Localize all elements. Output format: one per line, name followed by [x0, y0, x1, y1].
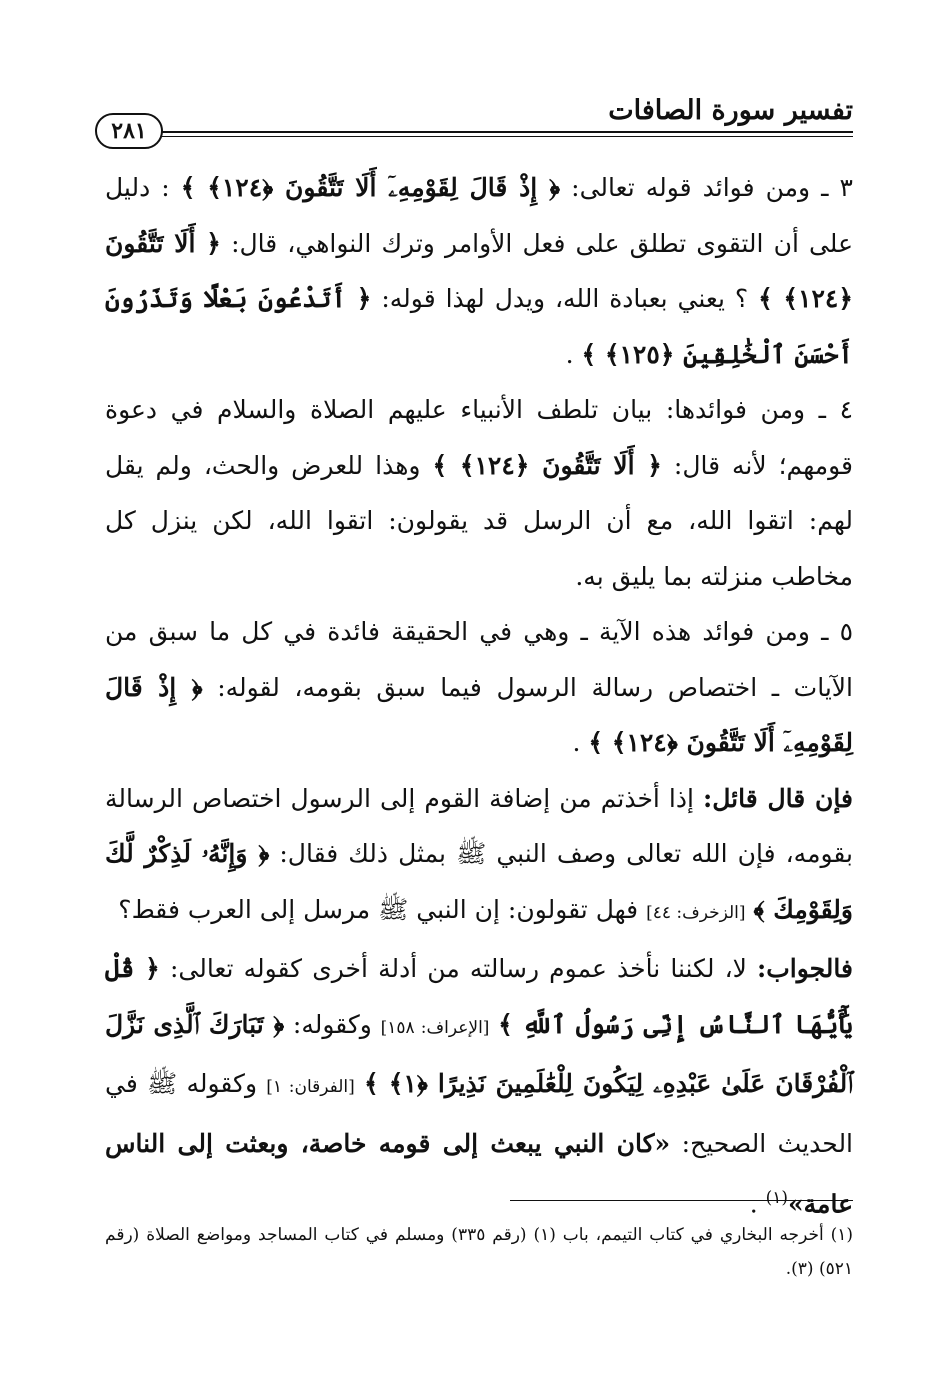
lead-phrase: فإن قال قائل: [703, 783, 853, 813]
paragraph-text: : دليل على أن التقوى تطلق على فعل الأوامر وترك النواهي، قال: [105, 173, 854, 258]
quran-verse: ﴿ وَإِنَّهُۥ لَذِكْرٌ لَّكَ وَلِقَوْمِكَ ﴾ [105, 839, 853, 924]
footnote-separator [510, 1200, 853, 1201]
footnote-item: (١) أخرجه البخاري في كتاب التيمم، باب (١) (رقم ٣٣٥) ومسلم في كتاب المساجد ومواضع الصلاة (رقم ٥٢١) (٣). [105, 1225, 854, 1279]
paragraph-text: وهذا للعرض والحث، ولم يقل لهم: اتقوا الله، مع أن الرسل قد يقولون: اتقوا الله، لكن ينزل كل مخاطب منزلته بما يليق به. [105, 450, 853, 591]
hadith-quote: «كان النبي يبعث إلى قومه خاصة، وبعثت إلى الناس عامة» [105, 1128, 853, 1219]
paragraph-3 [105, 160, 853, 382]
quran-verse: ﴿ تَبَارَكَ ٱلَّذِى نَزَّلَ ٱلْفُرْقَانَ عَلَىٰ عَبْدِهِۦ لِيَكُونَ لِلْعَٰلَمِينَ نَذِيرًا ﴿١﴾ ﴾ [105, 1009, 854, 1098]
paragraph-text: وكقوله: [292, 1009, 372, 1039]
page-number: ٢٨١ [95, 113, 163, 149]
quran-verse: ﴿ قُلْ يَٰٓأَيُّهَا ٱلنَّاسُ إِنِّى رَسُولُ ٱللَّهِ ﴾ [105, 954, 854, 1039]
quran-verse: ﴿ أَتَدْعُونَ بَعْلًا وَتَذَرُونَ أَحْسَنَ ٱلْخَٰلِقِينَ ﴿١٢٥﴾ ﴾ [105, 284, 853, 369]
footnote-marker[interactable]: (١) [765, 1188, 789, 1208]
paragraph-5 [105, 604, 853, 771]
quran-verse: ﴿ إِذْ قَالَ لِقَوْمِهِۦٓ أَلَا تَتَّقُونَ ﴿١٢٤﴾ ﴾ [180, 173, 561, 202]
paragraph-text: فهل تقولون: إن النبي ﷺ مرسل إلى العرب فقط؟ [118, 894, 639, 924]
body-text [105, 160, 853, 1232]
paragraph-text: ٥ ـ ومن فوائد هذه الآية ـ وهي في الحقيقة فائدة في كل ما سبق من الآيات ـ اختصاص رسالة الرسول فيما سبق بقومه، لقوله: [105, 617, 853, 702]
paragraph-answer [105, 941, 853, 1232]
paragraph-text: . [749, 1189, 758, 1219]
verse-reference: [الفرقان: ١] [266, 1077, 355, 1097]
paragraph-text: وكقوله ﷺ في الحديث الصحيح: [105, 1069, 854, 1158]
paragraph-text: ٣ ـ ومن فوائد قوله تعالى: [571, 173, 853, 202]
paragraph-objection [105, 771, 853, 942]
paragraph-text: إذا أخذتم من إضافة القوم إلى الرسول اختصاص الرسالة بقومه، فإن الله تعالى وصف النبي ﷺ بمثل ذلك فقال: [105, 783, 853, 868]
quran-verse: ﴿ أَلَا تَتَّقُونَ ﴿١٢٤﴾ ﴾ [105, 228, 853, 313]
paragraph-text: . [572, 728, 581, 757]
footnotes [105, 1218, 853, 1286]
paragraph-text: . [565, 339, 574, 369]
paragraph-text: ٤ ـ ومن فوائدها: بيان تلطف الأنبياء عليهم الصلاة والسلام في دعوة قومهم؛ لأنه قال: [105, 395, 853, 480]
paragraph-text: لا، لكننا نأخذ عموم رسالته من أدلة أخرى كقوله تعالى: [169, 954, 747, 983]
paragraph-4 [105, 382, 853, 604]
header-rule-thin [155, 136, 853, 137]
lead-phrase: فالجواب: [757, 954, 853, 983]
verse-reference: [الإعراف: ١٥٨] [380, 1017, 490, 1038]
header-rule [155, 131, 853, 133]
running-title: تفسير سورة الصافات [608, 95, 853, 126]
verse-reference: [الزخرف: ٤٤] [646, 902, 746, 923]
quran-verse: ﴿ إِذْ قَالَ لِقَوْمِهِۦٓ أَلَا تَتَّقُونَ ﴿١٢٤﴾ ﴾ [105, 672, 853, 757]
quran-verse: ﴿ أَلَا تَتَّقُونَ ﴿١٢٤﴾ ﴾ [432, 450, 662, 480]
paragraph-text: ؟ يعني بعبادة الله، ويدل لهذا قوله: [381, 284, 749, 313]
page-header [95, 95, 853, 147]
